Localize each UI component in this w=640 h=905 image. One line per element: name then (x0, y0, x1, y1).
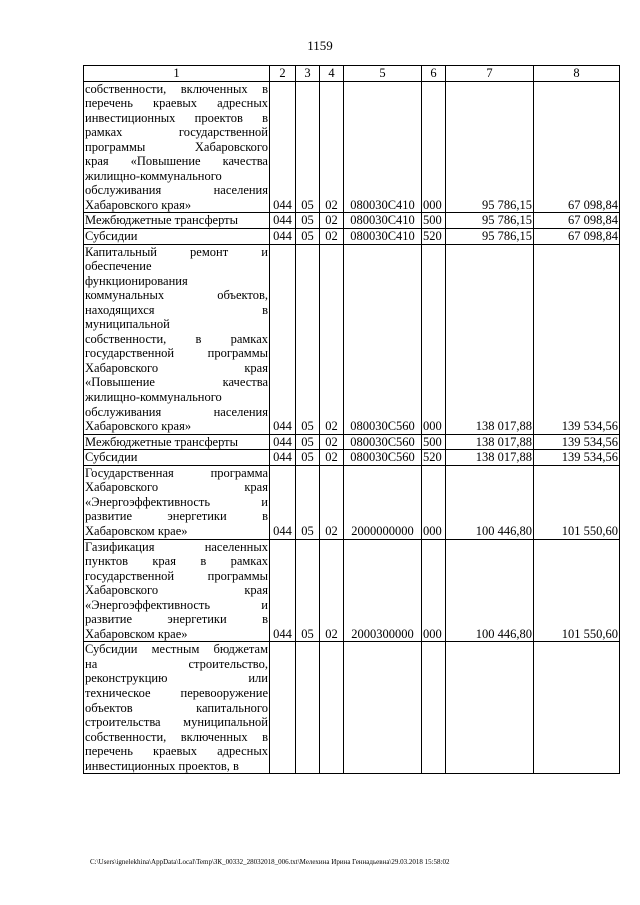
header-cell: 1 (84, 66, 270, 82)
amount-year1-cell (446, 642, 534, 774)
row-name-line: Хабаровского края (85, 360, 268, 375)
table-row (84, 450, 620, 466)
section-cell (296, 642, 320, 774)
amount-year1-cell: 95 786,15 (446, 81, 534, 213)
row-name-line: Хабаровского края» (85, 419, 192, 434)
row-name-cell (84, 229, 270, 245)
amount-year1-cell: 100 446,80 (446, 539, 534, 642)
row-name-cell (84, 465, 270, 539)
row-name-line: обслуживания населения (85, 404, 268, 419)
table-row (84, 244, 620, 434)
expense-type-cell: 000 (422, 81, 446, 213)
row-name-line: перечень краевых адресных (85, 96, 268, 111)
amount-year1-cell: 138 017,88 (446, 434, 534, 450)
expense-type-cell: 000 (422, 465, 446, 539)
amount-year2-cell: 139 534,56 (534, 244, 620, 434)
row-name-line: Субсидии местным бюджетам (85, 642, 268, 657)
row-name-line: Хабаровском крае» (85, 626, 188, 641)
section-cell: 05 (296, 434, 320, 450)
subsection-cell (320, 642, 344, 774)
row-name-line: собственности, включенных в (85, 729, 268, 744)
row-name-line: пунктов края в рамках (85, 554, 268, 569)
row-name-line: Субсидии (85, 450, 138, 465)
section-cell: 05 (296, 465, 320, 539)
subsection-cell: 02 (320, 229, 344, 245)
row-name-cell (84, 434, 270, 450)
row-name-line: Капитальный ремонт и (85, 244, 268, 259)
subsection-cell: 02 (320, 465, 344, 539)
file-path-footer: C:\Users\ignelekhina\AppData\Local\Temp\ЗК_00332_28032018_006.txt\Мелехина Ирина Геннадьевна\29.03.2018 15:58:02 (90, 858, 450, 866)
row-name-line: объектов капитального (85, 700, 268, 715)
row-name-line: Межбюджетные трансферты (85, 434, 239, 449)
subsection-cell: 02 (320, 434, 344, 450)
table-row (84, 465, 620, 539)
row-name-line: собственности, включенных в (85, 81, 268, 96)
table-row (84, 213, 620, 229)
row-name-line: на строительство, (85, 656, 268, 671)
amount-year2-cell: 67 098,84 (534, 81, 620, 213)
row-name-line: Хабаровского края (85, 480, 268, 495)
subsection-cell: 02 (320, 213, 344, 229)
row-name-line: жилищно-коммунального (85, 168, 222, 183)
amount-year2-cell: 67 098,84 (534, 213, 620, 229)
row-name-line: государственной программы (85, 568, 268, 583)
row-name-cell (84, 81, 270, 213)
amount-year2-cell: 139 534,56 (534, 450, 620, 466)
row-name-line: Межбюджетные трансферты (85, 213, 239, 228)
row-name-line: строительства муниципальной (85, 715, 268, 730)
code-cell: 044 (270, 539, 296, 642)
header-cell: 7 (446, 66, 534, 82)
target-article-cell: 2000300000 (344, 539, 422, 642)
target-article-cell: 080030С560 (344, 450, 422, 466)
amount-year2-cell: 101 550,60 (534, 539, 620, 642)
code-cell: 044 (270, 229, 296, 245)
expense-type-cell: 000 (422, 244, 446, 434)
row-name-line: реконструкцию или (85, 671, 268, 686)
expense-type-cell: 520 (422, 450, 446, 466)
row-name-line: Хабаровского края» (85, 197, 192, 212)
page-number: 1159 (307, 38, 333, 53)
section-cell: 05 (296, 229, 320, 245)
amount-year1-cell: 138 017,88 (446, 450, 534, 466)
table-row (84, 642, 620, 774)
row-name-line: рамках государственной (85, 125, 268, 140)
table-row (84, 434, 620, 450)
row-name-line: жилищно-коммунального (85, 390, 222, 405)
target-article-cell: 080030С410 (344, 81, 422, 213)
amount-year1-cell: 95 786,15 (446, 229, 534, 245)
target-article-cell: 080030С560 (344, 244, 422, 434)
row-name-line: функционирования (85, 273, 188, 288)
table-row (84, 539, 620, 642)
header-cell: 5 (344, 66, 422, 82)
row-name-line: собственности, в рамках (85, 331, 268, 346)
row-name-line: «Повышение качества (85, 375, 268, 390)
subsection-cell: 02 (320, 81, 344, 213)
header-cell: 4 (320, 66, 344, 82)
expense-type-cell: 500 (422, 434, 446, 450)
code-cell: 044 (270, 81, 296, 213)
row-name-line: муниципальной (85, 317, 170, 332)
row-name-cell (84, 244, 270, 434)
target-article-cell: 080030С560 (344, 434, 422, 450)
expense-type-cell: 520 (422, 229, 446, 245)
subsection-cell: 02 (320, 539, 344, 642)
row-name-line: Газификация населенных (85, 539, 268, 554)
amount-year1-cell: 95 786,15 (446, 213, 534, 229)
section-cell: 05 (296, 244, 320, 434)
amount-year1-cell: 138 017,88 (446, 244, 534, 434)
row-name-line: программы Хабаровского (85, 139, 268, 154)
row-name-line: «Энергоэффективность и (85, 494, 268, 509)
amount-year2-cell (534, 642, 620, 774)
target-article-cell (344, 642, 422, 774)
table-row (84, 229, 620, 245)
expense-type-cell: 000 (422, 539, 446, 642)
expense-type-cell: 500 (422, 213, 446, 229)
target-article-cell: 080030С410 (344, 229, 422, 245)
table-row (84, 81, 620, 213)
section-cell: 05 (296, 213, 320, 229)
row-name-line: коммунальных объектов, (85, 288, 268, 303)
budget-table (83, 65, 620, 774)
subsection-cell: 02 (320, 450, 344, 466)
row-name-line: техническое перевооружение (85, 685, 268, 700)
amount-year2-cell: 139 534,56 (534, 434, 620, 450)
header-cell: 3 (296, 66, 320, 82)
code-cell: 044 (270, 450, 296, 466)
row-name-cell (84, 213, 270, 229)
header-cell: 8 (534, 66, 620, 82)
table-header-row (84, 66, 620, 82)
row-name-line: инвестиционных проектов, в (85, 758, 239, 773)
code-cell: 044 (270, 213, 296, 229)
row-name-line: Субсидии (85, 229, 138, 244)
target-article-cell: 2000000000 (344, 465, 422, 539)
row-name-line: развитие энергетики в (85, 509, 268, 524)
header-cell: 2 (270, 66, 296, 82)
code-cell: 044 (270, 465, 296, 539)
row-name-line: развитие энергетики в (85, 612, 268, 627)
row-name-cell (84, 539, 270, 642)
row-name-line: «Энергоэффективность и (85, 597, 268, 612)
row-name-line: государственной программы (85, 346, 268, 361)
expense-type-cell (422, 642, 446, 774)
section-cell: 05 (296, 450, 320, 466)
row-name-line: обслуживания населения (85, 183, 268, 198)
header-cell: 6 (422, 66, 446, 82)
row-name-line: обеспечение (85, 259, 152, 274)
row-name-line: Хабаровского края (85, 583, 268, 598)
row-name-line: инвестиционных проектов в (85, 110, 268, 125)
row-name-cell (84, 450, 270, 466)
code-cell: 044 (270, 434, 296, 450)
code-cell: 044 (270, 244, 296, 434)
target-article-cell: 080030С410 (344, 213, 422, 229)
row-name-line: края «Повышение качества (85, 154, 268, 169)
amount-year2-cell: 67 098,84 (534, 229, 620, 245)
section-cell: 05 (296, 81, 320, 213)
row-name-line: Государственная программа (85, 465, 268, 480)
row-name-line: перечень краевых адресных (85, 744, 268, 759)
row-name-line: Хабаровском крае» (85, 523, 188, 538)
amount-year2-cell: 101 550,60 (534, 465, 620, 539)
code-cell (270, 642, 296, 774)
row-name-cell (84, 642, 270, 774)
section-cell: 05 (296, 539, 320, 642)
subsection-cell: 02 (320, 244, 344, 434)
amount-year1-cell: 100 446,80 (446, 465, 534, 539)
row-name-line: находящихся в (85, 302, 268, 317)
